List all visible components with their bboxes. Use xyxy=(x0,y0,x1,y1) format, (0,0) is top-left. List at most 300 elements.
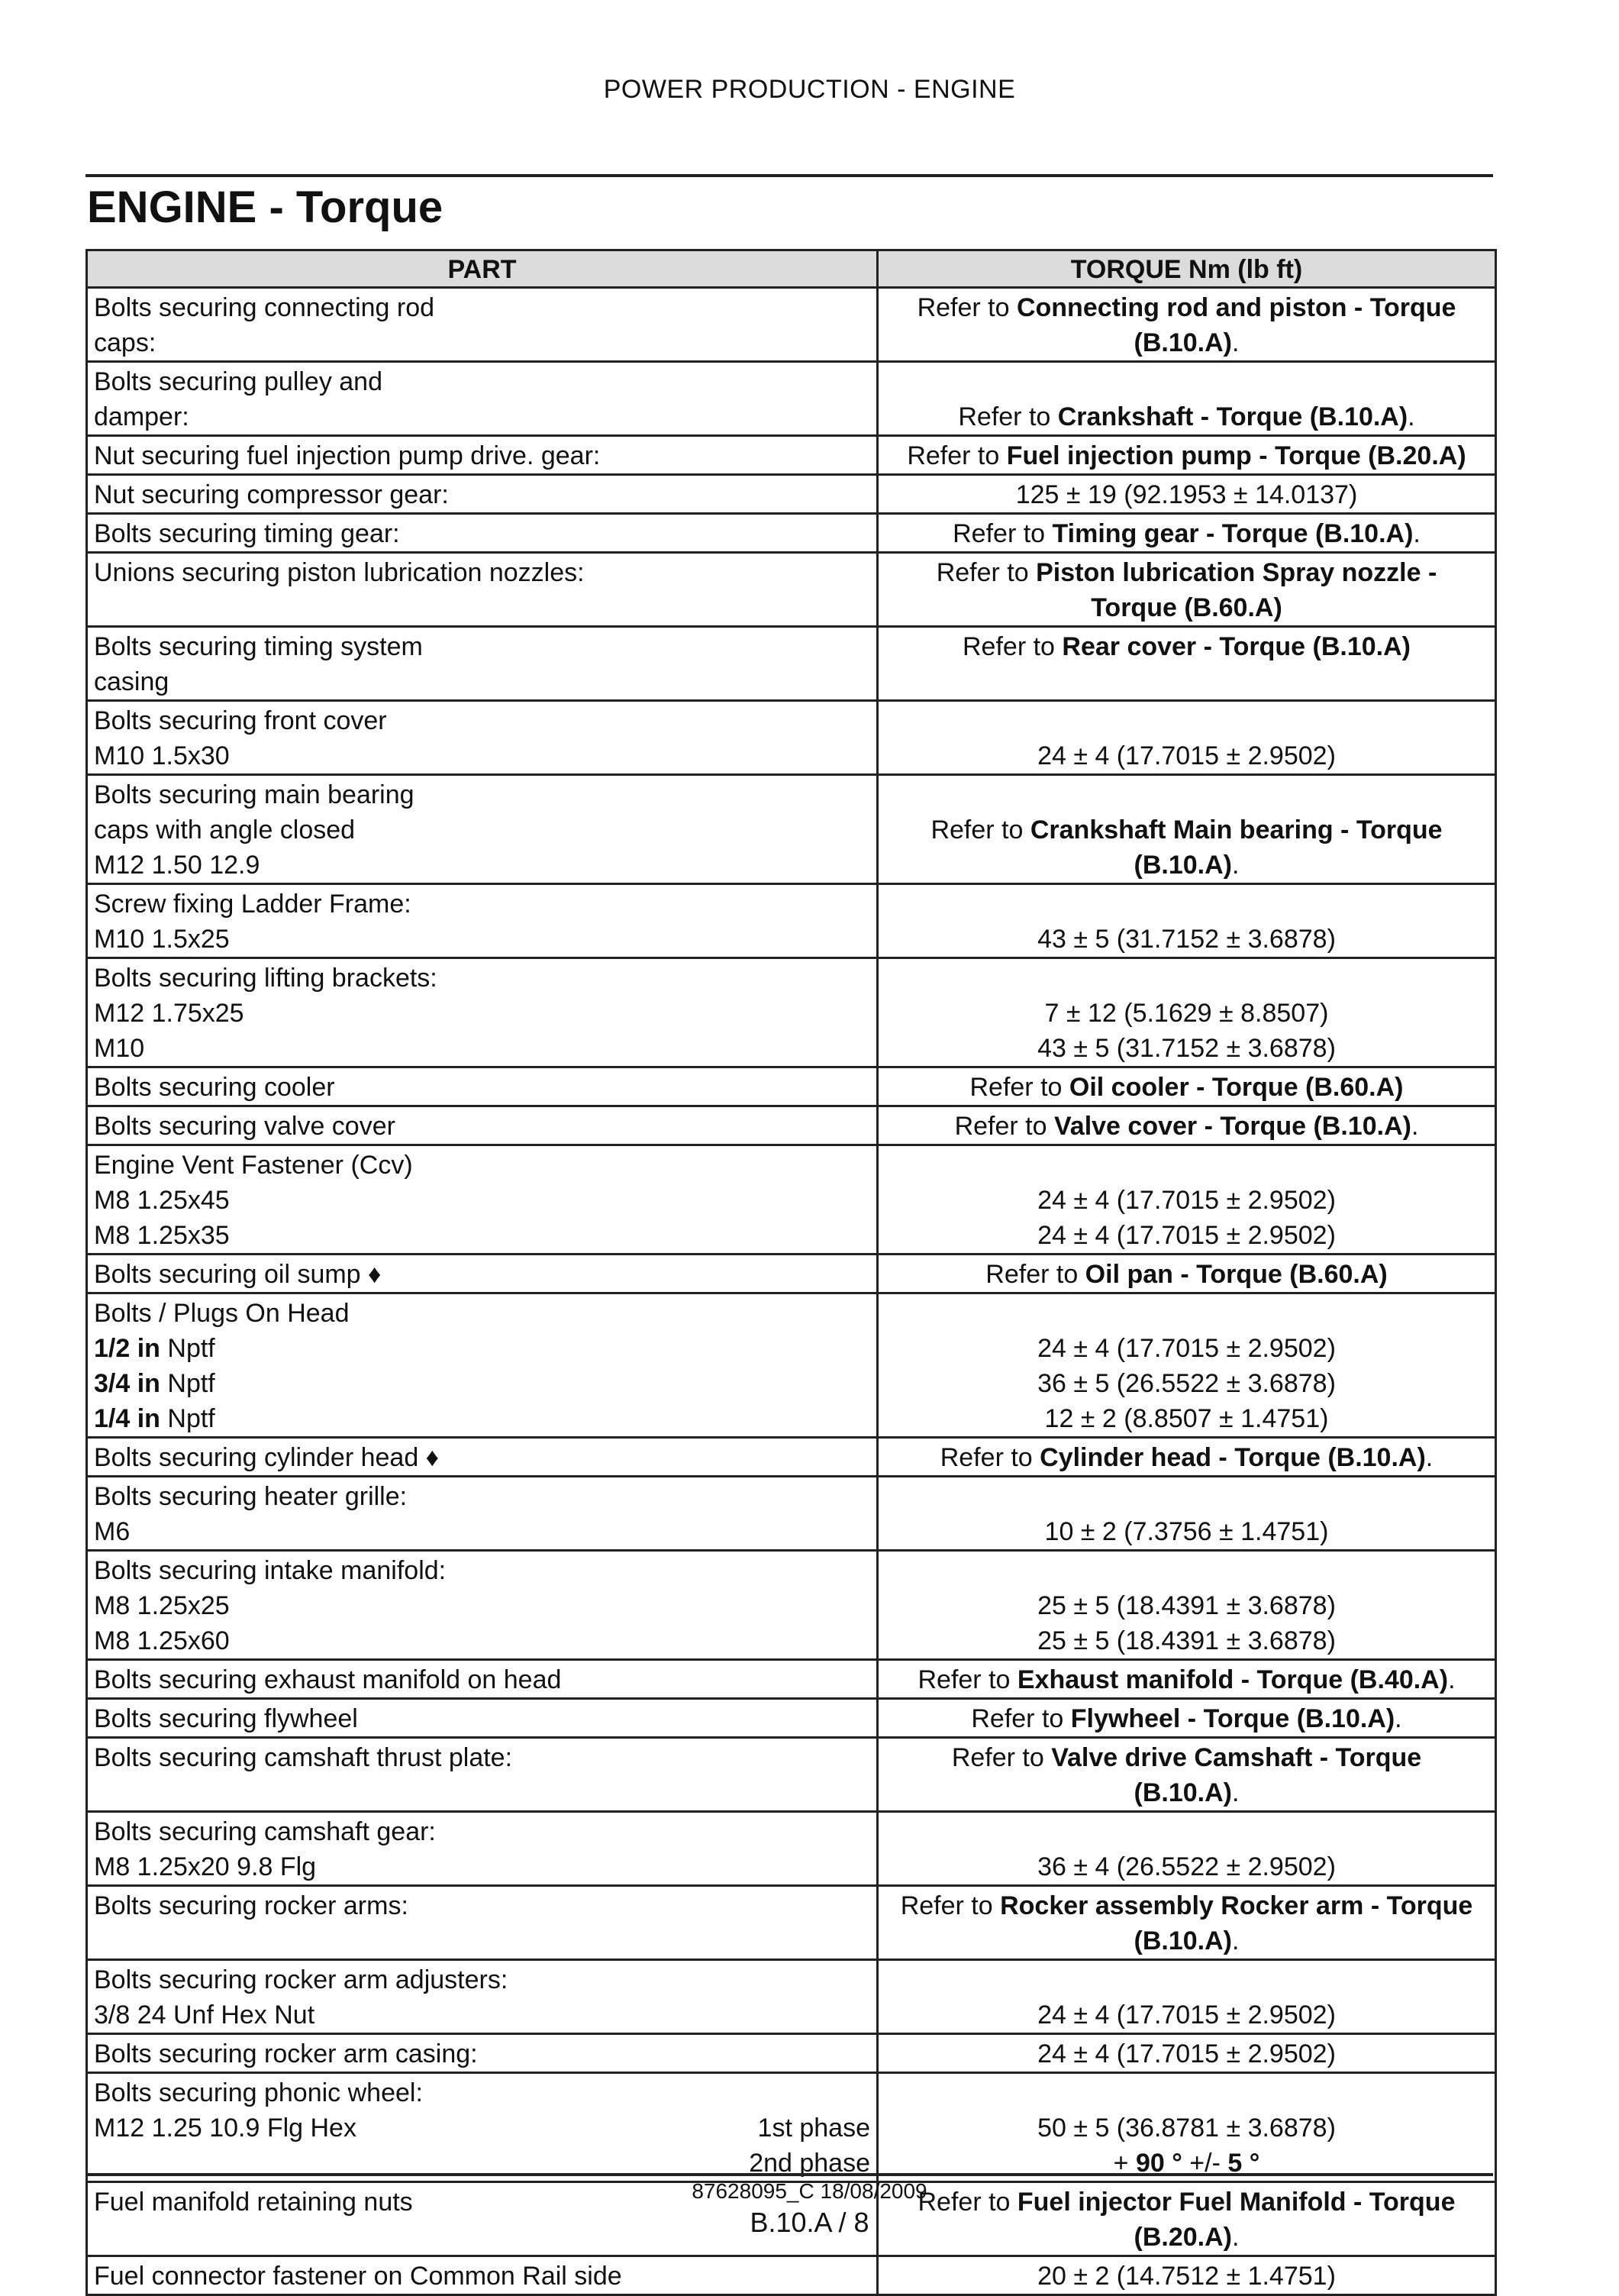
text-segment: Connecting rod and piston - Torque xyxy=(1016,293,1456,322)
torque-line xyxy=(885,1849,1488,1884)
part-line xyxy=(94,2110,870,2146)
table-row xyxy=(87,1886,1496,1960)
text-segment: Crankshaft Main bearing - Torque xyxy=(1030,815,1443,844)
text-segment: 90 ° xyxy=(1135,2149,1182,2178)
text-segment: . xyxy=(1413,519,1421,548)
text-segment: Refer to xyxy=(900,1891,1001,1920)
text-segment: Fuel manifold retaining nuts xyxy=(94,2188,413,2217)
part-cell xyxy=(87,1551,878,1660)
part-line xyxy=(94,1296,870,1331)
text-segment: M8 1.25x20 9.8 Flg xyxy=(94,1852,317,1881)
part-line xyxy=(94,1070,870,1105)
part-cell xyxy=(87,2256,878,2295)
text-segment: Nptf xyxy=(160,1334,215,1363)
part-line xyxy=(94,325,870,360)
text-segment: M12 1.25 10.9 Flg Hex xyxy=(94,2114,356,2143)
text-segment: Bolts securing oil sump ♦ xyxy=(94,1260,382,1289)
part-line xyxy=(94,1514,870,1549)
part-line xyxy=(94,848,870,883)
torque-line xyxy=(885,1109,1488,1144)
table-row xyxy=(87,553,1496,627)
torque-cell xyxy=(878,1551,1496,1660)
text-segment: 36 ± 5 (26.5522 ± 3.6878) xyxy=(1037,1369,1336,1398)
text-segment: 10 ± 2 (7.3756 ± 1.4751) xyxy=(1044,1517,1329,1546)
part-cell xyxy=(87,288,878,362)
text-segment: + xyxy=(1113,2149,1136,2178)
part-line xyxy=(94,1814,870,1849)
text-segment: Timing gear - Torque (B.10.A) xyxy=(1052,519,1414,548)
text-segment: 1/4 in xyxy=(94,1404,160,1433)
torque-line xyxy=(885,2036,1488,2072)
text-segment: M8 1.25x25 xyxy=(94,1591,230,1620)
part-cell xyxy=(87,958,878,1067)
text-segment: (B.10.A) xyxy=(1134,328,1232,357)
torque-line xyxy=(885,1514,1488,1549)
table-row xyxy=(87,1960,1496,2034)
text-segment: 24 ± 4 (17.7015 ± 2.9502) xyxy=(1037,2039,1336,2068)
torque-line xyxy=(885,1440,1488,1475)
column-header-part: PART xyxy=(87,250,878,288)
text-segment: 36 ± 4 (26.5522 ± 2.9502) xyxy=(1037,1852,1336,1881)
text-segment: Bolts securing phonic wheel: xyxy=(94,2078,423,2107)
text-segment: Fuel injector Fuel Manifold - Torque xyxy=(1017,2188,1456,2217)
text-segment: Refer to xyxy=(918,2188,1018,2217)
running-header: POWER PRODUCTION - ENGINE xyxy=(603,75,1016,104)
text-segment: . xyxy=(1232,1778,1240,1807)
part-line xyxy=(94,1331,870,1366)
torque-cell xyxy=(878,1255,1496,1293)
page-title: ENGINE - Torque xyxy=(87,182,443,232)
part-line xyxy=(94,1740,870,1775)
torque-line xyxy=(885,1070,1488,1105)
part-cell xyxy=(87,1293,878,1438)
torque-line xyxy=(885,2110,1488,2146)
table-row xyxy=(87,884,1496,958)
torque-line xyxy=(885,2259,1488,2294)
part-cell xyxy=(87,1477,878,1551)
part-cell xyxy=(87,1145,878,1255)
part-cell xyxy=(87,1067,878,1106)
part-line xyxy=(94,1662,870,1697)
text-segment: M8 1.25x35 xyxy=(94,1221,230,1250)
text-segment: Cylinder head - Torque (B.10.A) xyxy=(1040,1443,1426,1472)
part-line xyxy=(94,1997,870,2033)
text-segment: Flywheel - Torque (B.10.A) xyxy=(1070,1704,1395,1733)
text-segment: Bolts securing exhaust manifold on head xyxy=(94,1665,562,1694)
torque-cell xyxy=(878,1293,1496,1438)
table-row xyxy=(87,1067,1496,1106)
text-segment: Bolts securing flywheel xyxy=(94,1704,358,1733)
text-segment: 125 ± 19 (92.1953 ± 14.0137) xyxy=(1015,480,1358,509)
text-segment: casing xyxy=(94,667,169,696)
text-segment: Refer to xyxy=(951,1743,1052,1772)
torque-line xyxy=(885,1183,1488,1218)
part-line xyxy=(94,1701,870,1736)
part-line xyxy=(94,290,870,325)
text-segment: Valve cover - Torque (B.10.A) xyxy=(1053,1112,1411,1141)
table-row xyxy=(87,2256,1496,2295)
table-row xyxy=(87,362,1496,436)
torque-line xyxy=(885,1218,1488,1253)
table-row xyxy=(87,1106,1496,1145)
text-segment: Rear cover - Torque (B.10.A) xyxy=(1062,632,1411,661)
torque-line xyxy=(885,1997,1488,2033)
part-line xyxy=(94,812,870,848)
part-line xyxy=(94,1553,870,1588)
text-segment: 24 ± 4 (17.7015 ± 2.9502) xyxy=(1037,2001,1336,2030)
text-segment: Refer to xyxy=(985,1260,1085,1289)
part-line xyxy=(94,1031,870,1066)
part-line xyxy=(94,2259,870,2294)
page-number: B.10.A / 8 xyxy=(750,2207,869,2238)
text-segment: M8 1.25x60 xyxy=(94,1626,230,1655)
phase-label: 2nd phase xyxy=(749,2149,870,2178)
text-segment: Unions securing piston lubrication nozzles: xyxy=(94,558,585,587)
text-segment: M6 xyxy=(94,1517,131,1546)
torque-cell xyxy=(878,1067,1496,1106)
table-row xyxy=(87,2034,1496,2073)
part-line xyxy=(94,1401,870,1436)
text-segment: M12 1.75x25 xyxy=(94,999,244,1028)
text-segment: Bolts securing lifting brackets: xyxy=(94,964,437,993)
torque-line xyxy=(885,812,1488,848)
text-segment: Bolts securing front cover xyxy=(94,706,387,735)
part-cell xyxy=(87,884,878,958)
text-segment: M10 1.5x25 xyxy=(94,925,230,954)
part-line xyxy=(94,1148,870,1183)
text-segment: . xyxy=(1232,328,1240,357)
torque-line xyxy=(885,438,1488,473)
torque-cell xyxy=(878,475,1496,514)
torque-line xyxy=(885,738,1488,773)
torque-cell xyxy=(878,958,1496,1067)
part-cell xyxy=(87,1960,878,2034)
part-line xyxy=(94,2075,870,2110)
text-segment: +/- xyxy=(1182,2149,1228,2178)
text-segment: Refer to xyxy=(930,815,1030,844)
table-row xyxy=(87,475,1496,514)
table-row xyxy=(87,1738,1496,1812)
text-segment: Bolts securing intake manifold: xyxy=(94,1556,447,1585)
torque-line xyxy=(885,1775,1488,1810)
text-segment: Bolts securing rocker arm adjusters: xyxy=(94,1965,508,1994)
text-segment: Refer to xyxy=(917,293,1017,322)
part-cell xyxy=(87,436,878,475)
torque-line xyxy=(885,1923,1488,1959)
torque-cell xyxy=(878,1660,1496,1699)
table-row xyxy=(87,1255,1496,1293)
table-row xyxy=(87,514,1496,553)
torque-cell xyxy=(878,627,1496,701)
text-segment: Refer to xyxy=(971,1704,1071,1733)
text-segment: Bolts securing camshaft thrust plate: xyxy=(94,1743,513,1772)
torque-cell xyxy=(878,1699,1496,1738)
part-cell xyxy=(87,775,878,884)
text-segment: Bolts / Plugs On Head xyxy=(94,1299,350,1328)
text-segment: Torque (B.60.A) xyxy=(1091,593,1282,622)
torque-line xyxy=(885,477,1488,512)
text-segment: 3/8 24 Unf Hex Nut xyxy=(94,2001,315,2030)
part-line xyxy=(94,703,870,738)
torque-line xyxy=(885,1366,1488,1401)
torque-line xyxy=(885,1331,1488,1366)
text-segment: . xyxy=(1395,1704,1402,1733)
part-line xyxy=(94,738,870,773)
text-segment: . xyxy=(1425,1443,1434,1472)
part-cell xyxy=(87,1886,878,1960)
torque-line xyxy=(885,325,1488,360)
part-line xyxy=(94,516,870,551)
torque-cell xyxy=(878,2073,1496,2182)
part-cell xyxy=(87,514,878,553)
part-line xyxy=(94,1440,870,1475)
part-cell xyxy=(87,1699,878,1738)
torque-table xyxy=(85,249,1497,2296)
part-line xyxy=(94,438,870,473)
part-cell xyxy=(87,2034,878,2073)
text-segment: 24 ± 4 (17.7015 ± 2.9502) xyxy=(1037,741,1336,770)
part-line xyxy=(94,996,870,1031)
part-cell xyxy=(87,362,878,436)
text-segment: Nut securing compressor gear: xyxy=(94,480,449,509)
text-segment: (B.10.A) xyxy=(1134,1778,1232,1807)
text-segment: 24 ± 4 (17.7015 ± 2.9502) xyxy=(1037,1186,1336,1215)
torque-cell xyxy=(878,436,1496,475)
part-line xyxy=(94,1623,870,1658)
text-segment: 43 ± 5 (31.7152 ± 3.6878) xyxy=(1037,925,1336,954)
text-segment: . xyxy=(1411,1112,1419,1141)
text-segment: 12 ± 2 (8.8507 ± 1.4751) xyxy=(1044,1404,1329,1433)
text-segment: Refer to xyxy=(969,1073,1069,1102)
part-line xyxy=(94,922,870,957)
table-row xyxy=(87,436,1496,475)
torque-line xyxy=(885,1740,1488,1775)
table-row xyxy=(87,1660,1496,1699)
torque-cell xyxy=(878,288,1496,362)
table-row xyxy=(87,958,1496,1067)
text-segment: Rocker assembly Rocker arm - Torque xyxy=(1000,1891,1473,1920)
text-segment: Bolts securing cooler xyxy=(94,1073,335,1102)
part-line xyxy=(94,777,870,812)
text-segment: Screw fixing Ladder Frame: xyxy=(94,890,411,919)
text-segment: Refer to xyxy=(918,1665,1018,1694)
table-row xyxy=(87,288,1496,362)
text-segment: Bolts securing rocker arm casing: xyxy=(94,2039,478,2068)
text-segment: . xyxy=(1232,2223,1240,2252)
table-header-row xyxy=(87,250,1496,288)
text-segment: Bolts securing valve cover xyxy=(94,1112,395,1141)
torque-line xyxy=(885,1257,1488,1292)
part-line xyxy=(94,555,870,590)
part-line xyxy=(94,2036,870,2072)
torque-line xyxy=(885,922,1488,957)
column-header-torque: TORQUE Nm (lb ft) xyxy=(878,250,1496,288)
part-line xyxy=(94,1218,870,1253)
torque-line xyxy=(885,1662,1488,1697)
text-segment: (B.10.A) xyxy=(1134,1926,1232,1955)
text-segment: Bolts securing rocker arms: xyxy=(94,1891,408,1920)
text-segment: . xyxy=(1232,851,1240,880)
part-line xyxy=(94,1479,870,1514)
spacer-line xyxy=(94,1775,870,1810)
part-line xyxy=(94,1849,870,1884)
torque-cell xyxy=(878,1738,1496,1812)
text-segment: Nptf xyxy=(160,1369,215,1398)
text-segment: Bolts securing connecting rod xyxy=(94,293,435,322)
text-segment: 24 ± 4 (17.7015 ± 2.9502) xyxy=(1037,1334,1336,1363)
text-segment: Nptf xyxy=(160,1404,215,1433)
text-segment: damper: xyxy=(94,402,189,431)
part-line xyxy=(94,1109,870,1144)
part-line xyxy=(94,1888,870,1923)
table-row xyxy=(87,627,1496,701)
torque-line xyxy=(885,1701,1488,1736)
torque-cell xyxy=(878,1145,1496,1255)
text-segment: Fuel connector fastener on Common Rail side xyxy=(94,2262,622,2291)
text-segment: Engine Vent Fastener (Ccv) xyxy=(94,1151,413,1180)
text-segment: 25 ± 5 (18.4391 ± 3.6878) xyxy=(1037,1626,1336,1655)
torque-line xyxy=(885,1888,1488,1923)
torque-line xyxy=(885,848,1488,883)
text-segment: Crankshaft - Torque (B.10.A) xyxy=(1057,402,1408,431)
text-segment: Refer to xyxy=(907,441,1007,470)
torque-cell xyxy=(878,1960,1496,2034)
table-row xyxy=(87,775,1496,884)
torque-cell xyxy=(878,701,1496,775)
part-line xyxy=(94,961,870,996)
table-row xyxy=(87,1477,1496,1551)
spacer-line xyxy=(94,1923,870,1959)
text-segment: . xyxy=(1232,1926,1240,1955)
text-segment: (B.10.A) xyxy=(1134,851,1232,880)
part-line xyxy=(94,399,870,434)
text-segment: Bolts securing timing gear: xyxy=(94,519,400,548)
torque-cell xyxy=(878,775,1496,884)
part-line xyxy=(94,1962,870,1997)
text-segment: 20 ± 2 (14.7512 ± 1.4751) xyxy=(1037,2262,1336,2291)
text-segment: 1/2 in xyxy=(94,1334,160,1363)
part-line xyxy=(94,477,870,512)
text-segment: Bolts securing heater grille: xyxy=(94,1482,408,1511)
torque-line xyxy=(885,1588,1488,1623)
table-row xyxy=(87,2073,1496,2182)
text-segment: Bolts securing main bearing xyxy=(94,780,414,809)
torque-line xyxy=(885,996,1488,1031)
part-cell xyxy=(87,1738,878,1812)
torque-cell xyxy=(878,362,1496,436)
text-segment: 3/4 in xyxy=(94,1369,160,1398)
torque-line xyxy=(885,1401,1488,1436)
part-line xyxy=(94,664,870,699)
torque-cell xyxy=(878,884,1496,958)
text-segment: Refer to xyxy=(954,1112,1054,1141)
part-cell xyxy=(87,475,878,514)
table-row xyxy=(87,1812,1496,1886)
torque-line xyxy=(885,1031,1488,1066)
part-cell xyxy=(87,1660,878,1699)
part-line xyxy=(94,1588,870,1623)
part-line xyxy=(94,1257,870,1292)
text-segment: Piston lubrication Spray nozzle - xyxy=(1036,558,1437,587)
text-segment: M10 1.5x30 xyxy=(94,741,230,770)
torque-cell xyxy=(878,2256,1496,2295)
text-segment: 50 ± 5 (36.8781 ± 3.6878) xyxy=(1037,2114,1336,2143)
part-cell xyxy=(87,1812,878,1886)
part-cell xyxy=(87,2073,878,2182)
document-code: 87628095_C 18/08/2009 xyxy=(692,2179,927,2203)
torque-line xyxy=(885,399,1488,434)
part-cell xyxy=(87,1255,878,1293)
torque-line xyxy=(885,590,1488,625)
part-cell xyxy=(87,553,878,627)
torque-line xyxy=(885,516,1488,551)
text-segment: Valve drive Camshaft - Torque xyxy=(1051,1743,1422,1772)
torque-line xyxy=(885,290,1488,325)
torque-line xyxy=(885,629,1488,664)
text-segment: Oil cooler - Torque (B.60.A) xyxy=(1069,1073,1404,1102)
text-segment: 43 ± 5 (31.7152 ± 3.6878) xyxy=(1037,1034,1336,1063)
part-line xyxy=(94,1183,870,1218)
text-segment: caps with angle closed xyxy=(94,815,356,844)
text-segment: M10 xyxy=(94,1034,145,1063)
text-segment: caps: xyxy=(94,328,156,357)
torque-cell xyxy=(878,514,1496,553)
torque-cell xyxy=(878,1477,1496,1551)
text-segment: 5 ° xyxy=(1227,2149,1260,2178)
torque-cell xyxy=(878,1886,1496,1960)
table-row xyxy=(87,1699,1496,1738)
text-segment: Refer to xyxy=(963,632,1063,661)
table-row xyxy=(87,701,1496,775)
text-segment: Bolts securing camshaft gear: xyxy=(94,1817,436,1846)
bottom-rule xyxy=(85,2173,1493,2176)
text-segment: M8 1.25x45 xyxy=(94,1186,230,1215)
text-segment: Fuel injection pump - Torque (B.20.A) xyxy=(1006,441,1466,470)
part-line xyxy=(94,364,870,399)
torque-cell xyxy=(878,553,1496,627)
torque-cell xyxy=(878,1106,1496,1145)
text-segment: Bolts securing cylinder head ♦ xyxy=(94,1443,440,1472)
text-segment: Refer to xyxy=(936,558,1037,587)
part-line xyxy=(94,886,870,922)
text-segment: Oil pan - Torque (B.60.A) xyxy=(1085,1260,1388,1289)
table-row xyxy=(87,1145,1496,1255)
table-row xyxy=(87,1293,1496,1438)
text-segment: Exhaust manifold - Torque (B.40.A) xyxy=(1017,1665,1449,1694)
table-body xyxy=(87,288,1496,2295)
text-segment: Refer to xyxy=(958,402,1058,431)
torque-cell xyxy=(878,1812,1496,1886)
text-segment: Nut securing fuel injection pump drive. gear: xyxy=(94,441,601,470)
text-segment: (B.20.A) xyxy=(1134,2223,1232,2252)
torque-cell xyxy=(878,2034,1496,2073)
part-cell xyxy=(87,1106,878,1145)
text-segment: Bolts securing timing system xyxy=(94,632,423,661)
text-segment: 7 ± 12 (5.1629 ± 8.8507) xyxy=(1044,999,1329,1028)
text-segment: Refer to xyxy=(953,519,1053,548)
phase-label: 1st phase xyxy=(757,2114,870,2143)
text-segment: Bolts securing pulley and xyxy=(94,367,383,396)
text-segment: M12 1.50 12.9 xyxy=(94,851,260,880)
torque-cell xyxy=(878,1438,1496,1477)
text-segment: Refer to xyxy=(940,1443,1040,1472)
table-row xyxy=(87,1551,1496,1660)
text-segment: . xyxy=(1408,402,1415,431)
table-row xyxy=(87,1438,1496,1477)
text-segment: 25 ± 5 (18.4391 ± 3.6878) xyxy=(1037,1591,1336,1620)
part-line xyxy=(94,629,870,664)
text-segment: 24 ± 4 (17.7015 ± 2.9502) xyxy=(1037,1221,1336,1250)
